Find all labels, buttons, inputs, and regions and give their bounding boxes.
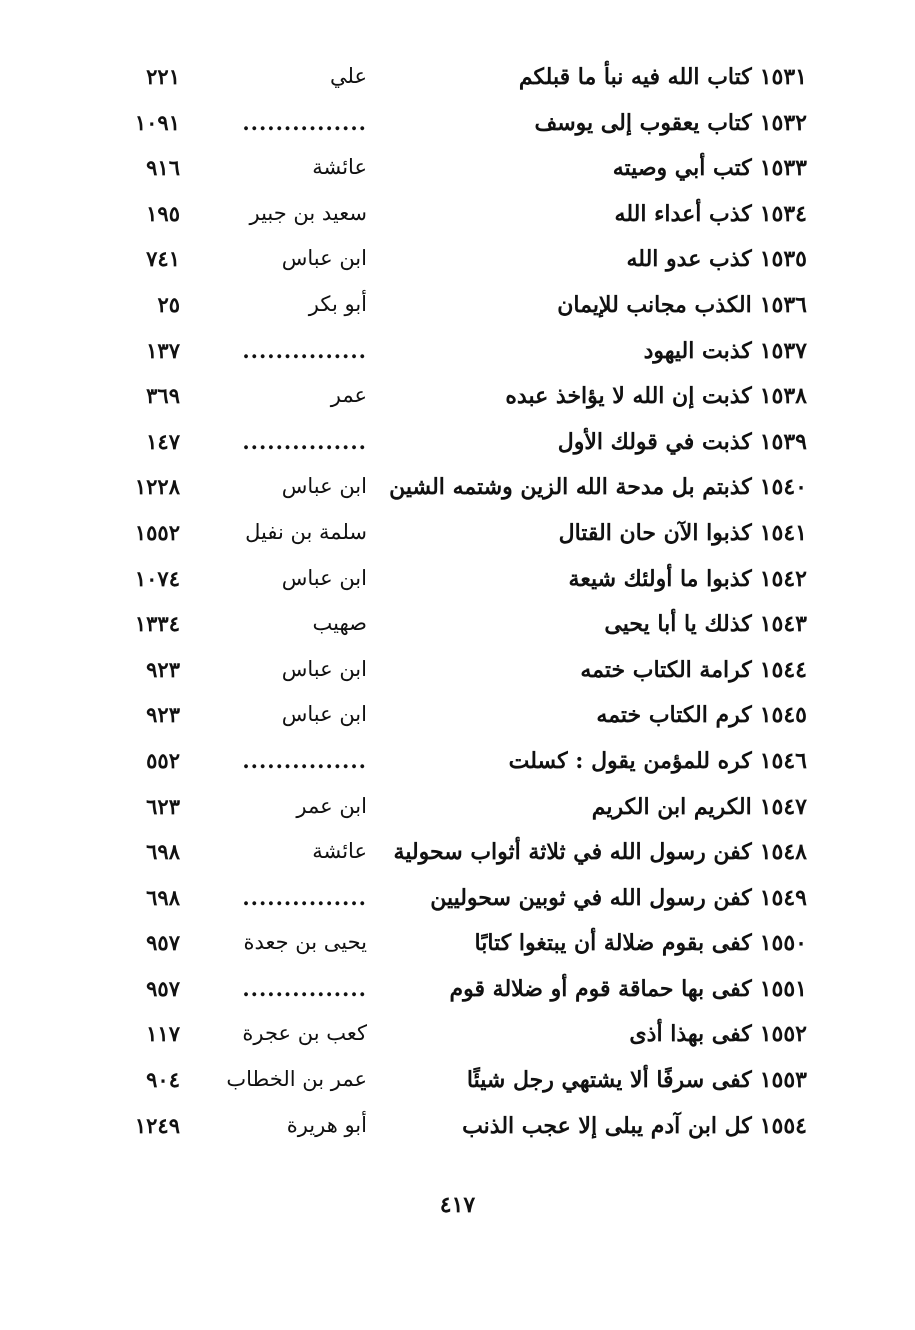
entry-page-ref: ٦٢٣ <box>146 793 180 819</box>
entry-narrator: أبو بكر <box>308 291 367 316</box>
entry-page-ref: ١٤٧ <box>146 428 180 454</box>
index-row <box>0 514 915 560</box>
entry-title: الكذب مجانب للإيمان <box>557 291 752 318</box>
entry-page-ref: ١٥٥٢ <box>134 519 180 545</box>
entry-text <box>615 201 807 227</box>
entry-number: ١٥٤٤ <box>759 656 807 683</box>
entry-narrator: ............... <box>242 884 367 910</box>
entry-page-ref: ٩٢٣ <box>146 656 180 682</box>
index-row <box>0 240 915 286</box>
entry-title: كذبوا الآن حان القتال <box>558 519 752 546</box>
entry-title: كفى بقوم ضلالة أن يبتغوا كتابًا <box>474 930 752 957</box>
entry-text <box>558 429 807 455</box>
entry-narrator: صهيب <box>312 611 367 636</box>
entry-text <box>519 64 807 90</box>
entry-title: كرم الكتاب ختمه <box>596 702 752 729</box>
entry-title: كرامة الكتاب ختمه <box>580 656 752 683</box>
entry-text <box>559 520 807 546</box>
entry-title: كره للمؤمن يقول : كسلت <box>508 747 752 774</box>
entry-narrator: ابن عباس <box>281 702 367 727</box>
entry-page-ref: ١٣٧ <box>146 337 180 363</box>
entry-narrator: ابن عباس <box>281 246 367 271</box>
entry-number: ١٥٣٣ <box>759 155 807 182</box>
entry-number: ١٥٤٧ <box>759 793 807 820</box>
entry-narrator: ............... <box>242 428 367 454</box>
entry-narrator: يحيى بن جعدة <box>243 930 367 955</box>
entry-number: ١٥٥١ <box>759 975 807 1002</box>
entry-text <box>394 839 807 865</box>
index-row <box>0 377 915 423</box>
entry-narrator: سعيد بن جبير <box>249 200 367 225</box>
entry-title: كفن رسول الله في ثوبين سحوليين <box>430 884 752 911</box>
entry-title: الكريم ابن الكريم <box>591 793 752 820</box>
entry-page-ref: ١٠٧٤ <box>134 565 180 591</box>
entry-title: كذبت اليهود <box>643 337 752 364</box>
index-row <box>0 924 915 970</box>
entry-number: ١٥٤٨ <box>759 839 807 866</box>
entry-title: كفى بها حماقة قوم أو ضلالة قوم <box>449 975 752 1002</box>
page-number: ٤١٧ <box>439 1192 476 1218</box>
entry-number: ١٥٣٦ <box>759 291 807 318</box>
index-row <box>0 1061 915 1107</box>
entry-page-ref: ٦٩٨ <box>146 884 180 910</box>
index-row <box>0 104 915 150</box>
entry-number: ١٥٣٤ <box>759 200 807 227</box>
entry-title: كتاب الله فيه نبأ ما قبلكم <box>518 64 752 90</box>
entry-number: ١٥٥٣ <box>759 1067 807 1094</box>
entry-text <box>430 885 807 911</box>
entry-number: ١٥٤١ <box>759 519 807 546</box>
entry-text <box>557 292 807 318</box>
entry-text <box>462 1113 807 1139</box>
index-row <box>0 286 915 332</box>
entry-page-ref: ١٠٩١ <box>134 109 180 135</box>
entry-page-ref: ٩٥٧ <box>146 975 180 1001</box>
entry-text <box>467 1067 807 1093</box>
entry-number: ١٥٥٢ <box>759 1021 807 1048</box>
entry-page-ref: ٩٥٧ <box>146 930 180 956</box>
index-row <box>0 195 915 241</box>
entry-number: ١٥٤٥ <box>759 702 807 729</box>
entry-page-ref: ١٩٥ <box>146 200 180 226</box>
entry-text <box>475 930 807 956</box>
entry-page-ref: ١١٧ <box>146 1021 180 1047</box>
entry-title: كفى سرفًا ألا يشتهي رجل شيئًا <box>466 1067 752 1094</box>
entry-title: كذب أعداء الله <box>614 200 752 227</box>
entry-text <box>592 794 807 820</box>
entry-text <box>509 748 807 774</box>
index-row <box>0 58 915 104</box>
entry-number: ١٥٤٦ <box>759 747 807 774</box>
index-row <box>0 423 915 469</box>
entry-narrator: عمر بن الخطاب <box>226 1067 367 1092</box>
index-row <box>0 651 915 697</box>
entry-narrator: أبو هريرة <box>286 1112 367 1137</box>
entry-number: ١٥٤٠ <box>759 474 807 501</box>
entry-title: كذبت في قولك الأول <box>557 428 752 455</box>
index-row <box>0 742 915 788</box>
entry-narrator: ابن عباس <box>281 474 367 499</box>
entry-number: ١٥٣٢ <box>759 109 807 136</box>
entry-number: ١٥٣٩ <box>759 428 807 455</box>
entry-title: كذلك يا أبا يحيى <box>604 611 752 638</box>
entry-title: كل ابن آدم يبلى إلا عجب الذنب <box>462 1112 752 1139</box>
entry-narrator: علي <box>330 64 367 88</box>
entry-number: ١٥٥٤ <box>759 1112 807 1139</box>
index-row <box>0 1107 915 1153</box>
entry-title: كفن رسول الله في ثلاثة أثواب سحولية <box>393 839 752 866</box>
entry-title: كذبتم بل مدحة الله الزين وشتمه الشين <box>389 474 752 501</box>
entry-text <box>389 474 807 500</box>
entry-number: ١٥٣١ <box>759 64 807 90</box>
entry-title: كذبت إن الله لا يؤاخذ عبده <box>505 383 752 410</box>
entry-page-ref: ٥٥٢ <box>146 747 180 773</box>
entry-number: ١٥٤٣ <box>759 611 807 638</box>
entry-page-ref: ٩١٦ <box>146 155 180 181</box>
entry-page-ref: ٣٦٩ <box>146 383 180 409</box>
index-row <box>0 696 915 742</box>
entry-page-ref: ٧٤١ <box>146 246 180 272</box>
entry-title: كذبوا ما أولئك شيعة <box>568 565 752 592</box>
entry-narrator: عائشة <box>312 839 367 864</box>
entry-narrator: ............... <box>242 337 367 363</box>
index-row <box>0 468 915 514</box>
entry-narrator: كعب بن عجرة <box>242 1021 367 1046</box>
index-row <box>0 605 915 651</box>
entry-title: كذب عدو الله <box>626 246 752 273</box>
entry-number: ١٥٣٨ <box>759 383 807 410</box>
entry-narrator: ............... <box>242 747 367 773</box>
hadith-index-list <box>0 58 915 1152</box>
entry-narrator: ............... <box>242 109 367 135</box>
index-row <box>0 833 915 879</box>
entry-page-ref: ١٢٢٨ <box>134 474 180 500</box>
entry-text <box>604 611 807 637</box>
entry-text <box>644 338 807 364</box>
entry-page-ref: ٩٢٣ <box>146 702 180 728</box>
index-row <box>0 970 915 1016</box>
entry-number: ١٥٣٥ <box>759 246 807 273</box>
entry-text <box>569 566 807 592</box>
entry-text <box>629 1021 807 1047</box>
entry-text <box>626 246 807 272</box>
entry-narrator: ابن عباس <box>281 565 367 590</box>
entry-text <box>505 383 807 409</box>
index-row <box>0 1015 915 1061</box>
entry-narrator: ابن عباس <box>281 656 367 681</box>
entry-text <box>580 657 807 683</box>
entry-title: كتاب يعقوب إلى يوسف <box>534 109 752 136</box>
entry-page-ref: ٢٢١ <box>146 64 180 89</box>
index-row <box>0 788 915 834</box>
entry-number: ١٥٤٢ <box>759 565 807 592</box>
entry-narrator: ابن عمر <box>296 793 367 818</box>
entry-text <box>534 110 807 136</box>
entry-number: ١٥٣٧ <box>759 337 807 364</box>
entry-page-ref: ٢٥ <box>157 291 180 317</box>
entry-text <box>449 976 807 1002</box>
entry-narrator: عائشة <box>312 155 367 180</box>
index-row <box>0 149 915 195</box>
entry-page-ref: ١٣٣٤ <box>134 611 180 637</box>
index-row <box>0 332 915 378</box>
index-row <box>0 879 915 925</box>
entry-narrator: سلمة بن نفيل <box>245 519 367 544</box>
entry-page-ref: ١٢٤٩ <box>134 1112 180 1138</box>
entry-number: ١٥٤٩ <box>759 884 807 911</box>
entry-number: ١٥٥٠ <box>759 930 807 957</box>
entry-page-ref: ٦٩٨ <box>146 839 180 865</box>
entry-text <box>613 155 807 181</box>
entry-narrator: عمر <box>330 383 367 408</box>
entry-title: كتب أبي وصيته <box>612 155 752 182</box>
entry-narrator: ............... <box>242 975 367 1001</box>
entry-page-ref: ٩٠٤ <box>146 1067 180 1093</box>
entry-title: كفى بهذا أذى <box>629 1021 752 1048</box>
entry-text <box>596 702 807 728</box>
index-row <box>0 560 915 606</box>
